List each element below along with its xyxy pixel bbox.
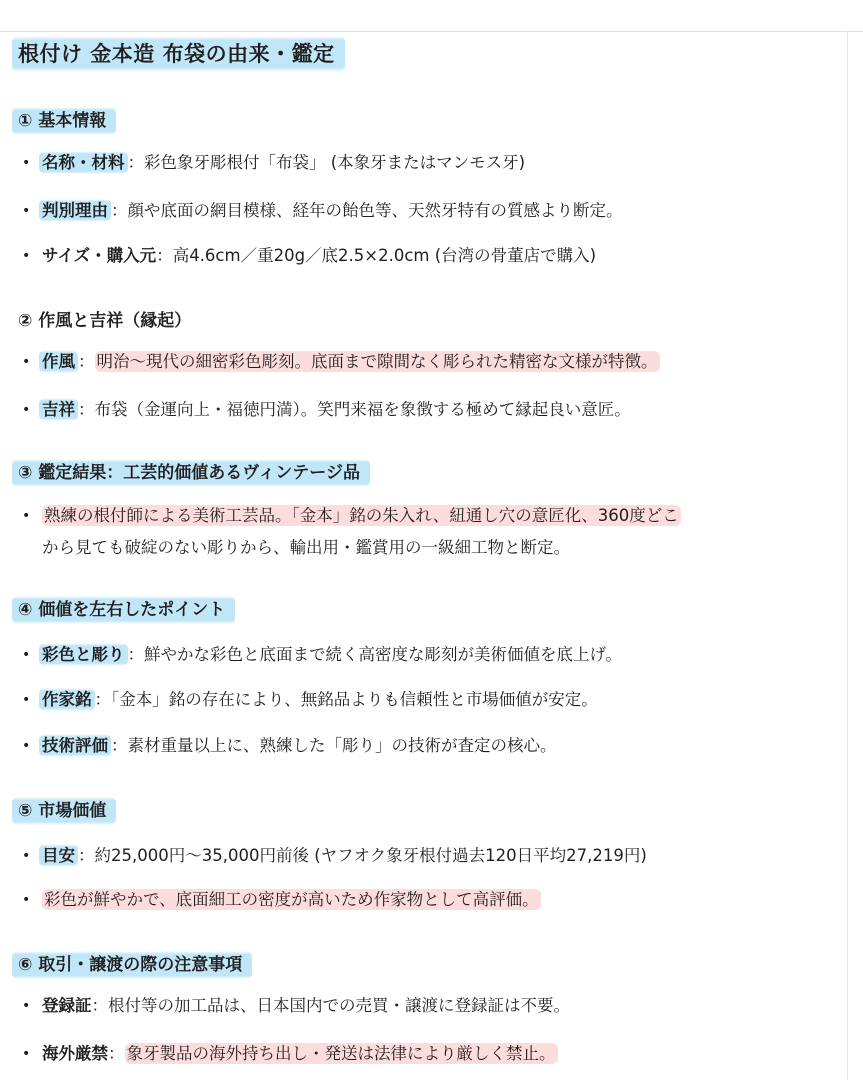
section-heading-value-points: ④ 価値を左右したポイント <box>18 595 235 620</box>
bullet: • <box>22 1046 31 1062</box>
item-text: 顔や底面の網目模様、経年の飴色等、天然牙特有の質感より断定。 <box>127 201 623 220</box>
list-item: • 作家銘 ：「金本」銘の存在により、無銘品よりも信頼性と市場価値が安定。 <box>22 684 842 716</box>
item-text: 鮮やかな彩色と底面まで続く高密度な彫刻が美術価値を底上げ。 <box>144 645 622 664</box>
bullet: • <box>22 647 31 663</box>
item-text: 約25,000円〜35,000円前後 (ヤフオク象牙根付過去120日平均27,219円) <box>94 846 647 865</box>
item-label: 吉祥 <box>39 398 78 421</box>
item-label: 登録証 <box>42 996 92 1015</box>
list-item <box>22 884 842 916</box>
item-text: 明治〜現代の細密彩色彫刻。底面まで隙間なく彫られた精密な文様が特徴。 <box>96 352 658 371</box>
section-heading-trade-notes: ⑥ 取引・譲渡の際の注意事項 <box>18 950 252 975</box>
bullet: • <box>22 998 31 1014</box>
item-label: 判別理由 <box>39 199 111 222</box>
item-text: から見ても破綻のない彫りから、輸出用・鑑賞用の一級細工物と断定。 <box>42 538 570 557</box>
bullet: • <box>22 354 31 370</box>
item-text: 根付等の加工品は、日本国内での売買・譲渡に登録証は不要。 <box>108 996 570 1015</box>
section-heading-style: ② 作風と吉祥（縁起） <box>18 311 192 331</box>
item-text: 彩色象牙彫根付「布袋」 (本象牙またはマンモス牙) <box>144 153 526 172</box>
item-label: 技術評価 <box>39 734 111 757</box>
item-label: 名称・材料 <box>39 151 128 174</box>
section-heading-basic-info: ① 基本情報 <box>18 106 116 131</box>
section-heading-appraisal: ③ 鑑定結果：工芸的価値あるヴィンテージ品 <box>18 458 370 483</box>
top-bar <box>0 0 863 32</box>
item-text: 「金本」銘の存在により、無銘品よりも信頼性と市場価値が安定。 <box>111 690 598 709</box>
list-item: • 吉祥 ：布袋（金運向上・福徳円満）。笑門来福を象徴する極めて縁起良い意匠。 <box>22 394 842 426</box>
list-item-continued <box>22 532 842 564</box>
list-item: • サイズ・購入元：高4.6cm／重20g／底2.5×2.0cm (台湾の骨董店で購入) <box>22 240 842 272</box>
item-label: 海外厳禁 <box>42 1044 108 1063</box>
item-text: 高4.6cm／重20g／底2.5×2.0cm (台湾の骨董店で購入) <box>172 246 597 265</box>
list-item: • 判別理由 ：顔や底面の網目模様、経年の飴色等、天然牙特有の質感より断定。 <box>22 195 842 227</box>
bullet: • <box>22 692 31 708</box>
page-title-text: 根付け 金本造 布袋の由来・鑑定 <box>12 36 345 72</box>
list-item <box>22 500 842 532</box>
page-title <box>18 38 345 68</box>
list-item: • 技術評価 ：素材重量以上に、熟練した「彫り」の技術が査定の核心。 <box>22 730 842 762</box>
item-text: 熟練の根付師による美術工芸品。「金本」銘の朱入れ、紐通し穴の意匠化、360度どこ <box>44 506 679 525</box>
bullet: • <box>22 892 31 908</box>
bullet: • <box>22 248 31 264</box>
item-text: 象牙製品の海外持ち出し・発送は法律により厳しく禁止。 <box>126 1044 556 1063</box>
list-item: • 名称・材料 ：彩色象牙彫根付「布袋」 (本象牙またはマンモス牙) <box>22 147 842 179</box>
list-item: • 海外厳禁： 象牙製品の海外持ち出し・発送は法律により厳しく禁止。 <box>22 1038 842 1070</box>
item-text: 彩色が鮮やかで、底面細工の密度が高いため作家物として高評価。 <box>44 890 539 909</box>
item-label: 目安 <box>39 844 78 867</box>
list-item: • 登録証：根付等の加工品は、日本国内での売買・譲渡に登録証は不要。 <box>22 990 842 1022</box>
bullet: • <box>22 402 31 418</box>
item-label: サイズ・購入元 <box>42 246 157 265</box>
list-item: • 作風 ： 明治〜現代の細密彩色彫刻。底面まで隙間なく彫られた精密な文様が特徴。 <box>22 346 842 378</box>
item-label: 彩色と彫り <box>39 643 128 666</box>
item-text: 素材重量以上に、熟練した「彫り」の技術が査定の核心。 <box>127 736 557 755</box>
item-text: 布袋（金運向上・福徳円満）。笑門来福を象徴する極めて縁起良い意匠。 <box>94 400 631 419</box>
item-label: 作風 <box>39 350 78 373</box>
right-divider <box>847 31 848 1080</box>
list-item: • 彩色と彫り ：鮮やかな彩色と底面まで続く高密度な彫刻が美術価値を底上げ。 <box>22 639 842 671</box>
list-item: • 目安 ：約25,000円〜35,000円前後 (ヤフオク象牙根付過去120日平均27,219円) <box>22 840 842 872</box>
item-label: 作家銘 <box>39 688 95 711</box>
bullet: • <box>22 508 31 524</box>
bullet: • <box>22 738 31 754</box>
section-heading-market-value: ⑤ 市場価値 <box>18 796 116 821</box>
bullet: • <box>22 155 31 171</box>
bullet: • <box>22 848 31 864</box>
bullet: • <box>22 203 31 219</box>
